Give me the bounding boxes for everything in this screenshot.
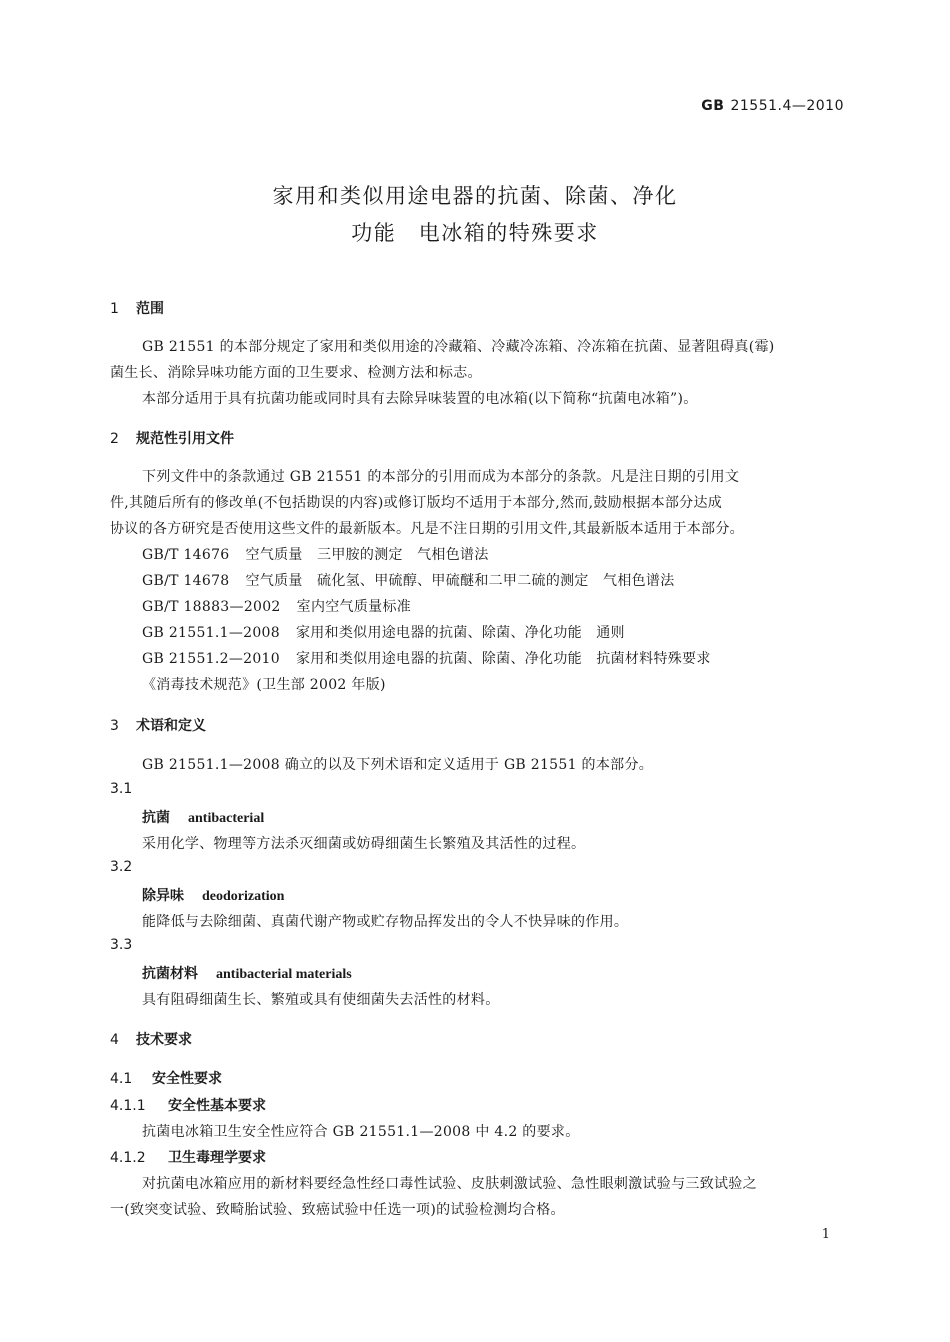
term-number: 3.1 bbox=[110, 781, 133, 797]
term-definition: 采用化学、物理等方法杀灭细菌或妨碍细菌生长繁殖及其活性的过程。 bbox=[142, 836, 586, 852]
s3-intro: GB 21551.1—2008 确立的以及下列术语和定义适用于 GB 21551 的本部分。 bbox=[142, 757, 654, 773]
document-title-line2: 功能 电冰箱的特殊要求 bbox=[351, 221, 599, 245]
reference-item-last: 《消毒技术规范》(卫生部 2002 年版) bbox=[142, 677, 386, 693]
page-number: 1 bbox=[821, 1227, 830, 1242]
s2-paragraph-line1: 下列文件中的条款通过 GB 21551 的本部分的引用而成为本部分的条款。凡是注日期的引用文 bbox=[142, 469, 740, 485]
section-2-heading: 2 规范性引用文件 bbox=[110, 431, 234, 447]
term-number: 3.2 bbox=[110, 859, 133, 875]
s411-paragraph: 抗菌电冰箱卫生安全性应符合 GB 21551.1—2008 中 4.2 的要求。 bbox=[142, 1124, 580, 1140]
standard-code: GB 21551.4—2010 bbox=[701, 98, 844, 114]
term-definition: 能降低与去除细菌、真菌代谢产物或贮存物品挥发出的令人不快异味的作用。 bbox=[142, 914, 629, 930]
reference-item: GB 21551.1—2008 家用和类似用途电器的抗菌、除菌、净化功能 通则 bbox=[142, 625, 625, 641]
term-heading: 抗菌材料 antibacterial materials bbox=[142, 966, 352, 982]
term-number: 3.3 bbox=[110, 937, 133, 953]
section-4-1-heading: 4.1 安全性要求 bbox=[110, 1071, 222, 1087]
s1-paragraph2: 本部分适用于具有抗菌功能或同时具有去除异味装置的电冰箱(以下简称“抗菌电冰箱”)。 bbox=[142, 391, 698, 407]
reference-item: GB/T 18883—2002 室内空气质量标准 bbox=[142, 599, 412, 615]
s412-paragraph-line1: 对抗菌电冰箱应用的新材料要经急性经口毒性试验、皮肤刺激试验、急性眼刺激试验与三致试验之 bbox=[142, 1176, 757, 1192]
s2-paragraph-line3: 协议的各方研究是否使用这些文件的最新版本。凡是不注日期的引用文件,其最新版本适用于本部分。 bbox=[110, 521, 744, 537]
reference-item: GB/T 14678 空气质量 硫化氢、甲硫醇、甲硫醚和二甲二硫的测定 气相色谱法 bbox=[142, 573, 675, 589]
section-1-heading: 1 范围 bbox=[110, 301, 164, 317]
term-definition: 具有阻碍细菌生长、繁殖或具有使细菌失去活性的材料。 bbox=[142, 992, 500, 1008]
reference-item: GB 21551.2—2010 家用和类似用途电器的抗菌、除菌、净化功能 抗菌材料特殊要求 bbox=[142, 651, 711, 667]
document-title-line1: 家用和类似用途电器的抗菌、除菌、净化 bbox=[272, 184, 678, 208]
term-heading: 除异味 deodorization bbox=[142, 888, 285, 904]
section-3-heading: 3 术语和定义 bbox=[110, 718, 206, 734]
s1-paragraph1-line2: 菌生长、消除异味功能方面的卫生要求、检测方法和标志。 bbox=[110, 365, 482, 381]
reference-item: GB/T 14676 空气质量 三甲胺的测定 气相色谱法 bbox=[142, 547, 489, 563]
s2-paragraph-line2: 件,其随后所有的修改单(不包括勘误的内容)或修订版均不适用于本部分,然而,鼓励根据本部分达成 bbox=[110, 495, 723, 511]
section-4-heading: 4 技术要求 bbox=[110, 1032, 192, 1048]
section-4-1-1-heading: 4.1.1 安全性基本要求 bbox=[110, 1098, 266, 1114]
term-heading: 抗菌 antibacterial bbox=[142, 810, 265, 826]
section-4-1-2-heading: 4.1.2 卫生毒理学要求 bbox=[110, 1150, 266, 1166]
s1-paragraph1-line1: GB 21551 的本部分规定了家用和类似用途的冷藏箱、冷藏冷冻箱、冷冻箱在抗菌、显著阻碍真(霉) bbox=[142, 339, 775, 355]
s412-paragraph-line2: 一(致突变试验、致畸胎试验、致癌试验中任选一项)的试验检测均合格。 bbox=[110, 1202, 565, 1218]
